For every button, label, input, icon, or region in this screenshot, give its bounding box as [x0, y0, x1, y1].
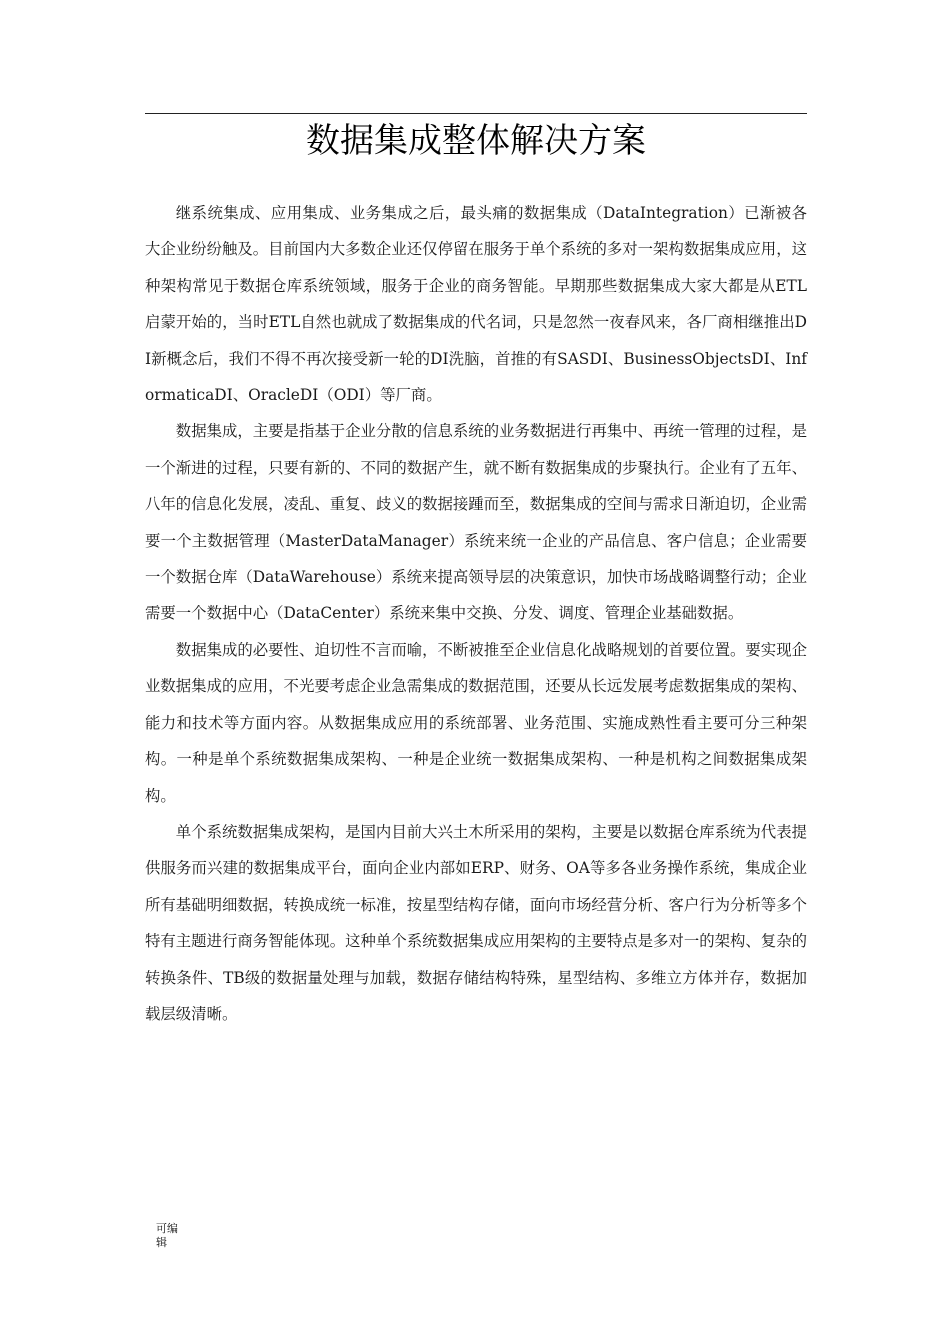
paragraph-2: 数据集成，主要是指基于企业分散的信息系统的业务数据进行再集中、再统一管理的过程，是一个渐进的过程，只要有新的、不同的数据产生，就不断有数据集成的步聚执行。企业有了五年、八年的信息化发展，凌乱、重复、歧义的数据接踵而至，数据集成的空间与需求日渐迫切，企业需要一个主数据管理（MasterDataManager）系统来统一企业的产品信息、客户信息；企业需要一个数据仓库（DataWarehouse）系统来提高领导层的决策意识，加快市场战略调整行动；企业需要一个数据中心（DataCenter）系统来集中交换、分发、调度、管理企业基础数据。 [145, 422, 807, 623]
footer-editable-note: 可编辑 [156, 1222, 178, 1249]
paragraph-4: 单个系统数据集成架构，是国内目前大兴土木所采用的架构，主要是以数据仓库系统为代表提供服务而兴建的数据集成平台，面向企业内部如ERP、财务、OA等多各业务操作系统，集成企业所有基础明细数据，转换成统一标准，按星型结构存储，面向市场经营分析、客户行为分析等多个特有主题进行商务智能体现。这种单个系统数据集成应用架构的主要特点是多对一的架构、复杂的转换条件、TB级的数据量处理与加载，数据存储结构特殊，星型结构、多维立方体并存，数据加载层级清晰。 [145, 822, 807, 1023]
header-rule [145, 113, 807, 114]
document-body [145, 195, 807, 1032]
paragraph-1: 继系统集成、应用集成、业务集成之后，最头痛的数据集成（DataIntegration）已渐被各大企业纷纷触及。目前国内大多数企业还仅停留在服务于单个系统的多对一架构数据集成应用，这种架构常见于数据仓库系统领域，服务于企业的商务智能。早期那些数据集成大家大都是从ETL启蒙开始的，当时ETL自然也就成了数据集成的代名词，只是忽然一夜春风来，各厂商相继推出DI新概念后，我们不得不再次接受新一轮的DI洗脑，首推的有SASDI、BusinessObjectsDI、InformaticaDI、OracleDI（ODI）等厂商。 [145, 204, 807, 405]
paragraph-3: 数据集成的必要性、迫切性不言而喻，不断被推至企业信息化战略规划的首要位置。要实现企业数据集成的应用，不光要考虑企业急需集成的数据范围，还要从长远发展考虑数据集成的架构、能力和技术等方面内容。从数据集成应用的系统部署、业务范围、实施成熟性看主要可分三种架构。一种是单个系统数据集成架构、一种是企业统一数据集成架构、一种是机构之间数据集成架构。 [145, 640, 807, 805]
document-title: 数据集成整体解决方案 [306, 121, 646, 161]
